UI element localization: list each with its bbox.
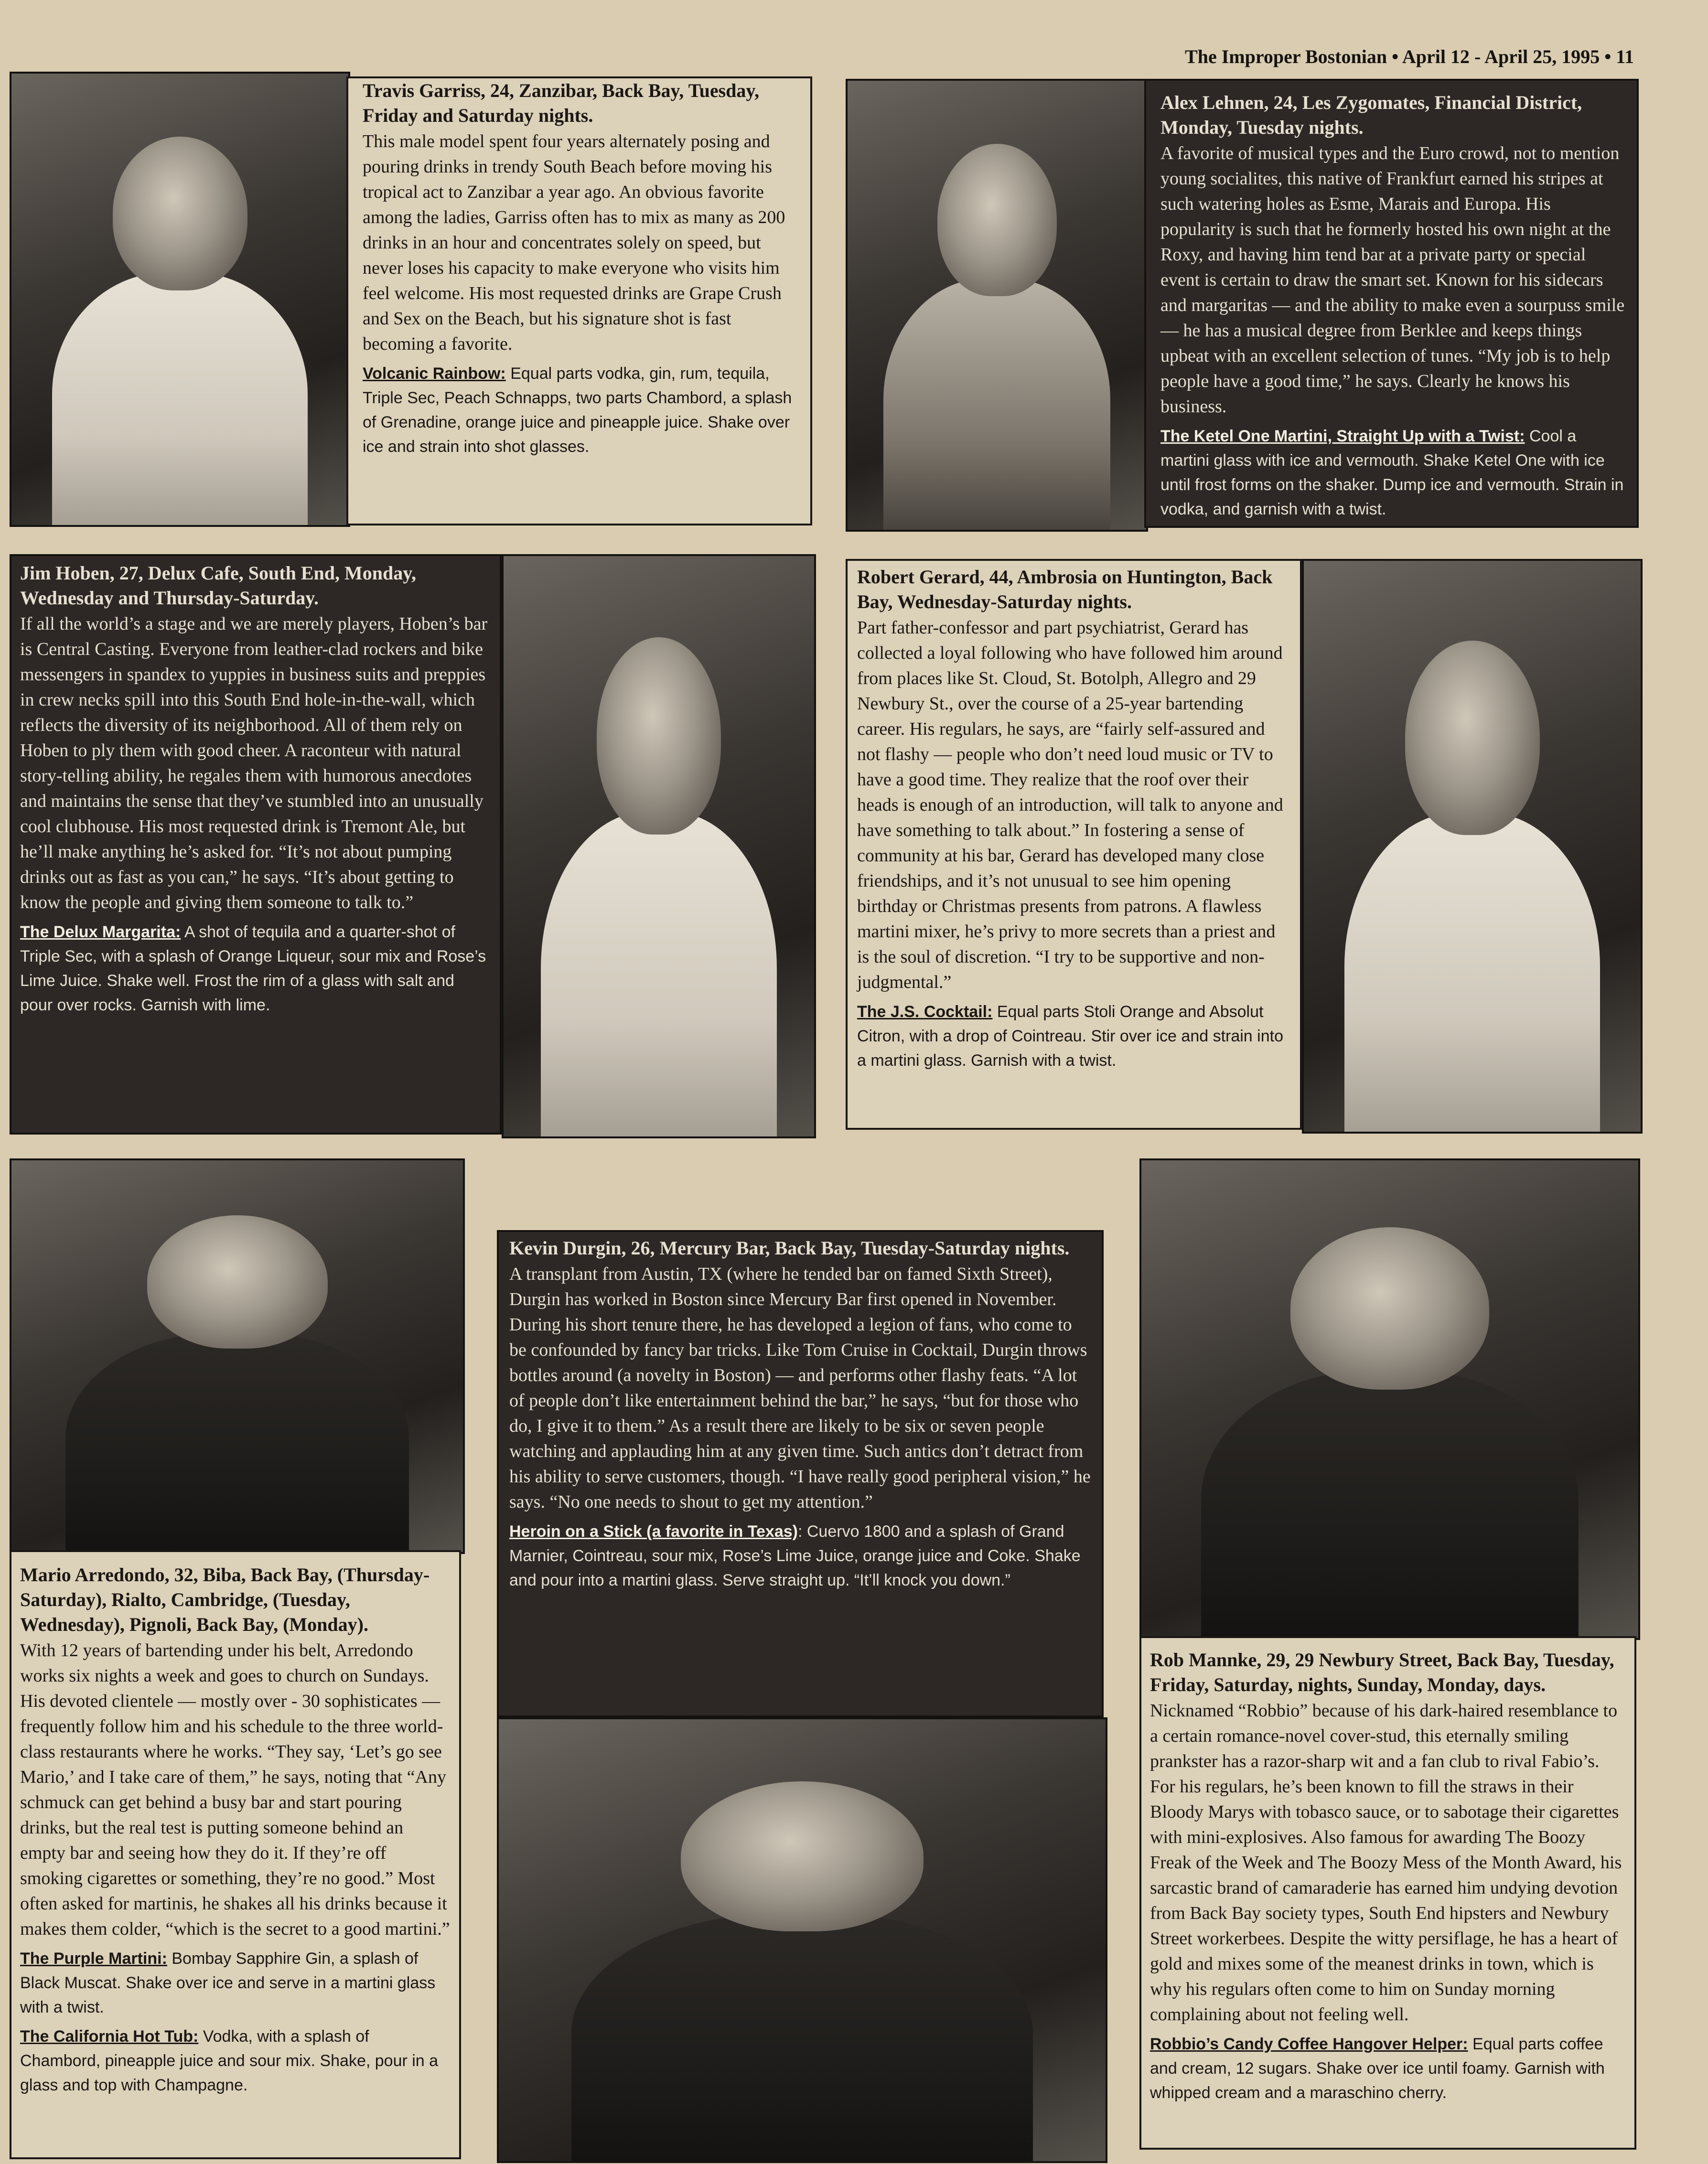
recipe-text: Equal parts Stoli Orange and Absolut Citron, with a drop of Cointreau. Stir over ice and strain into a martini glass. Garnish with a twist. — [857, 1003, 1283, 1070]
photo-figure — [1344, 812, 1601, 1134]
photo-face — [937, 144, 1057, 297]
recipe — [20, 920, 489, 1018]
photo-travis-garriss — [10, 72, 350, 527]
profile-body: This male model spent four years alternately posing and pouring drinks in trendy South Beach before moving his tropical act to Zanzibar a year ago. An obvious favorite among the ladies, Garriss often has to mix as many as 200 drinks in an hour and concentrates solely on speed, but never loses his capacity to make everyone who visits him feel welcome. His most requested drinks are Grape Crush and Sex on the Beach, but his signature shot is fast becoming a favorite. — [363, 131, 785, 354]
recipe-name: The Purple Martini: — [20, 1950, 167, 1968]
photo-face — [113, 137, 247, 290]
profile-name: Rob Mannke, 29, 29 Newbury Street, Back Bay, Tuesday, Friday, Saturday, nights, Sunday, Monday, days. — [1150, 1649, 1614, 1695]
recipe — [857, 1000, 1290, 1073]
recipe — [1160, 424, 1627, 522]
recipe-text: Bombay Sapphire Gin, a splash of Black Muscat. Shake over ice and serve in a martini glass with a twist. — [20, 1950, 436, 2016]
recipe-text: Cool a martini glass with ice and vermouth. Shake Ketel One with ice until frost forms on the shaker. Dump ice and vermouth. Strain in vodka, and garnish with a twist. — [1160, 427, 1624, 518]
recipe-name: The Ketel One Martini, Straight Up with a Twist: — [1160, 427, 1525, 445]
photo-face — [1405, 641, 1540, 835]
recipe-name: Volcanic Rainbow: — [363, 364, 506, 383]
photo-robert-gerard — [1302, 559, 1643, 1134]
recipe-text: Vodka, with a splash of Chambord, pineapple juice and sour mix. Shake, pour in a glass and top with Champagne. — [20, 2027, 439, 2094]
masthead: The Improper Bostonian • April 12 - April 25, 1995 • 11 — [1185, 46, 1634, 67]
recipe-text: : Cuervo 1800 and a splash of Grand Marnier, Cointreau, sour mix, Rose’s Lime Juice, orange juice and Coke. Shake and pour into a martini glass. Serve straight up. “It’ll knock you down.” — [509, 1522, 1081, 1589]
recipe-name: Robbio’s Candy Coffee Hangover Helper: — [1150, 2035, 1468, 2053]
profile-body: With 12 years of bartending under his belt, Arredondo works six nights a week and goes to church on Sundays. His devoted clientele — mostly over - 30 sophisticates — frequently follow him and his schedule to the three world-class restaurants where he works. “They say, ‘Let’s go see Mario,’ and I take care of them,” he says, noting that “Any schmuck can get behind a busy bar and start pouring drinks, but the real test is putting someone behind an empty bar and seeing how they do it. If they’re off smoking cigarettes or something, they’re no good.” Most often asked for martinis, he shakes all his drinks because it makes them colder, “which is the secret to a good martini.” — [20, 1640, 450, 1939]
recipe-text: Equal parts vodka, gin, rum, tequila, Triple Sec, Peach Schnapps, two parts Chambord, a splash of Grenadine, orange juice and pineapple juice. Shake over ice and strain into shot glasses. — [363, 364, 792, 456]
profile-name: Kevin Durgin, 26, Mercury Bar, Back Bay, Tuesday-Saturday nights. — [509, 1237, 1070, 1259]
profile-robert — [846, 559, 1302, 1130]
photo-face — [1290, 1227, 1489, 1390]
profile-name: Travis Garriss, 24, Zanzibar, Back Bay, Tuesday, Friday and Saturday nights. — [363, 80, 760, 126]
recipe-name: The J.S. Cocktail: — [857, 1003, 993, 1021]
recipe-name: The Delux Margarita: — [20, 923, 181, 941]
profile-name: Mario Arredondo, 32, Biba, Back Bay, (Thursday-Saturday), Rialto, Cambridge, (Tuesday, Wednesday), Pignoli, Back Bay, (Monday). — [20, 1564, 430, 1635]
profile-body: Part father-confessor and part psychiatrist, Gerard has collected a loyal following who have followed him around from places like St. Cloud, St. Botolph, Allegro and 29 Newbury St., over the course of a 25-year bartending career. His regulars, he says, are “fairly self-assured and not flashy — people who don’t need loud music or TV to have a good time. They realize that the roof over their heads is enough of an introduction, will talk to anyone and have something to talk about.” In fostering a sense of community at his bar, Gerard has developed many close friendships, and it’s not unusual to see him opening birthday or Christmas presents from patrons. A flawless martini mixer, he’s privy to more secrets than a priest and is the soul of discretion. “I try to be supportive and non-judgmental.” — [857, 618, 1283, 992]
profile-body: A transplant from Austin, TX (where he tended bar on famed Sixth Street), Durgin has worked in Boston since Mercury Bar first opened in November. During his short tenure there, he has developed a legion of fans, who come to be confounded by fancy bar tricks. Like Tom Cruise in Cocktail, Durgin throws bottles around (a novelty in Boston) — and performs other flashy feats. “A lot of people don’t like entertainment behind the bar,” he says, “but for those who do, I give it to them.” As a result there are likely to be six or seven people watching and applauding him at any given time. Such antics don’t detract from his ability to serve customers, though. “I have really good peripheral vision,” he says. “No one needs to shout to get my attention.” — [509, 1264, 1091, 1512]
recipe — [20, 1947, 451, 2020]
profile-body: A favorite of musical types and the Euro crowd, not to mention young socialites, this native of Frankfurt earned his stripes at such watering holes as Esme, Marais and Europa. His popularity is such that he formerly hosted his own night at the Roxy, and having him tend bar at a private party or special event is certain to draw the smart set. Known for his sidecars and margaritas — and the ability to make even a sourpuss smile — he has a musical degree from Berklee and keeps things upbeat with an excellent selection of tunes. “My job is to help people have a good time,” he says. Clearly he knows his business. — [1160, 143, 1625, 417]
profile-name: Alex Lehnen, 24, Les Zygomates, Financial District, Monday, Tuesday nights. — [1160, 92, 1582, 138]
profile-name: Robert Gerard, 44, Ambrosia on Huntington, Back Bay, Wednesday-Saturday nights. — [857, 566, 1273, 612]
photo-kevin-durgin — [497, 1717, 1107, 2163]
recipe-name: Heroin on a Stick (a favorite in Texas) — [509, 1522, 798, 1541]
recipe — [509, 1520, 1091, 1593]
recipe-name: The California Hot Tub: — [20, 2027, 199, 2046]
photo-rob-mannke — [1139, 1158, 1640, 1640]
profile-travis — [346, 76, 812, 525]
photo-figure — [52, 272, 308, 527]
photo-figure — [65, 1333, 408, 1554]
photo-face — [147, 1215, 328, 1349]
profile-rob — [1139, 1636, 1636, 2150]
photo-mario-arredondo — [10, 1158, 465, 1554]
recipe-text: A shot of tequila and a quarter-shot of Triple Sec, with a splash of Orange Liqueur, sour mix and Rose’s Lime Juice. Shake well. Frost the rim of a glass with salt and pour over rocks. Garnish with lime. — [20, 923, 486, 1014]
photo-figure — [571, 1914, 1032, 2163]
profile-body: If all the world’s a stage and we are merely players, Hoben’s bar is Central Casting. Everyone from leather-clad rockers and bike messengers in spandex to yuppies in business suits and preppies in crew necks spill into this South End hole-in-the-wall, which reflects the diversity of its neighborhood. All of them rely on Hoben to ply them with good cheer. A raconteur with natural story-telling ability, he regales them with humorous anecdotes and maintains the sense that they’ve stumbled into an unusually cool clubhouse. His most requested drink is Tremont Ale, but he’ll make anything he’s asked for. “It’s not about pumping drinks out as fast as you can,” he says. “It’s about getting to know the people and giving them someone to talk to.” — [20, 614, 488, 912]
profile-body: Nicknamed “Robbio” because of his dark-haired resemblance to a certain romance-novel cover-stud, this eternally smiling prankster has a razor-sharp wit and a fan club to rival Fabio’s. For his regulars, he’s been known to fill the straws in their Bloody Marys with tobasco sauce, or to sabotage their cigarettes with mini-explosives. Also famous for awarding The Boozy Freak of the Week and The Boozy Mess of the Month Award, his sarcastic brand of camaraderie has earned him undying devotion from Back Bay society types, South End hipsters and Newbury Street workerbees. Despite the witty persiflage, he has a heart of gold and mixes some of the meanest drinks in town, which is why his regulars often come to him on Sunday morning complaining about not feeling well. — [1150, 1701, 1622, 2025]
photo-face — [681, 1781, 924, 1932]
photo-figure — [883, 279, 1110, 532]
photo-figure — [1201, 1371, 1579, 1640]
photo-figure — [541, 812, 777, 1138]
profile-jim — [10, 554, 502, 1135]
recipe — [1150, 2032, 1626, 2105]
profile-mario — [10, 1550, 461, 2159]
photo-alex-lehnen — [846, 79, 1148, 532]
recipe-text: Equal parts coffee and cream, 12 sugars. Shake over ice until foamy. Garnish with whipped cream and a maraschino cherry. — [1150, 2035, 1605, 2102]
photo-face — [597, 637, 721, 835]
profile-alex — [1144, 79, 1639, 528]
profile-name: Jim Hoben, 27, Delux Cafe, South End, Monday, Wednesday and Thursday-Saturday. — [20, 562, 417, 609]
photo-jim-hoben — [502, 554, 816, 1138]
recipe — [363, 362, 800, 459]
recipe — [20, 2025, 451, 2098]
profile-kevin — [497, 1230, 1104, 1717]
